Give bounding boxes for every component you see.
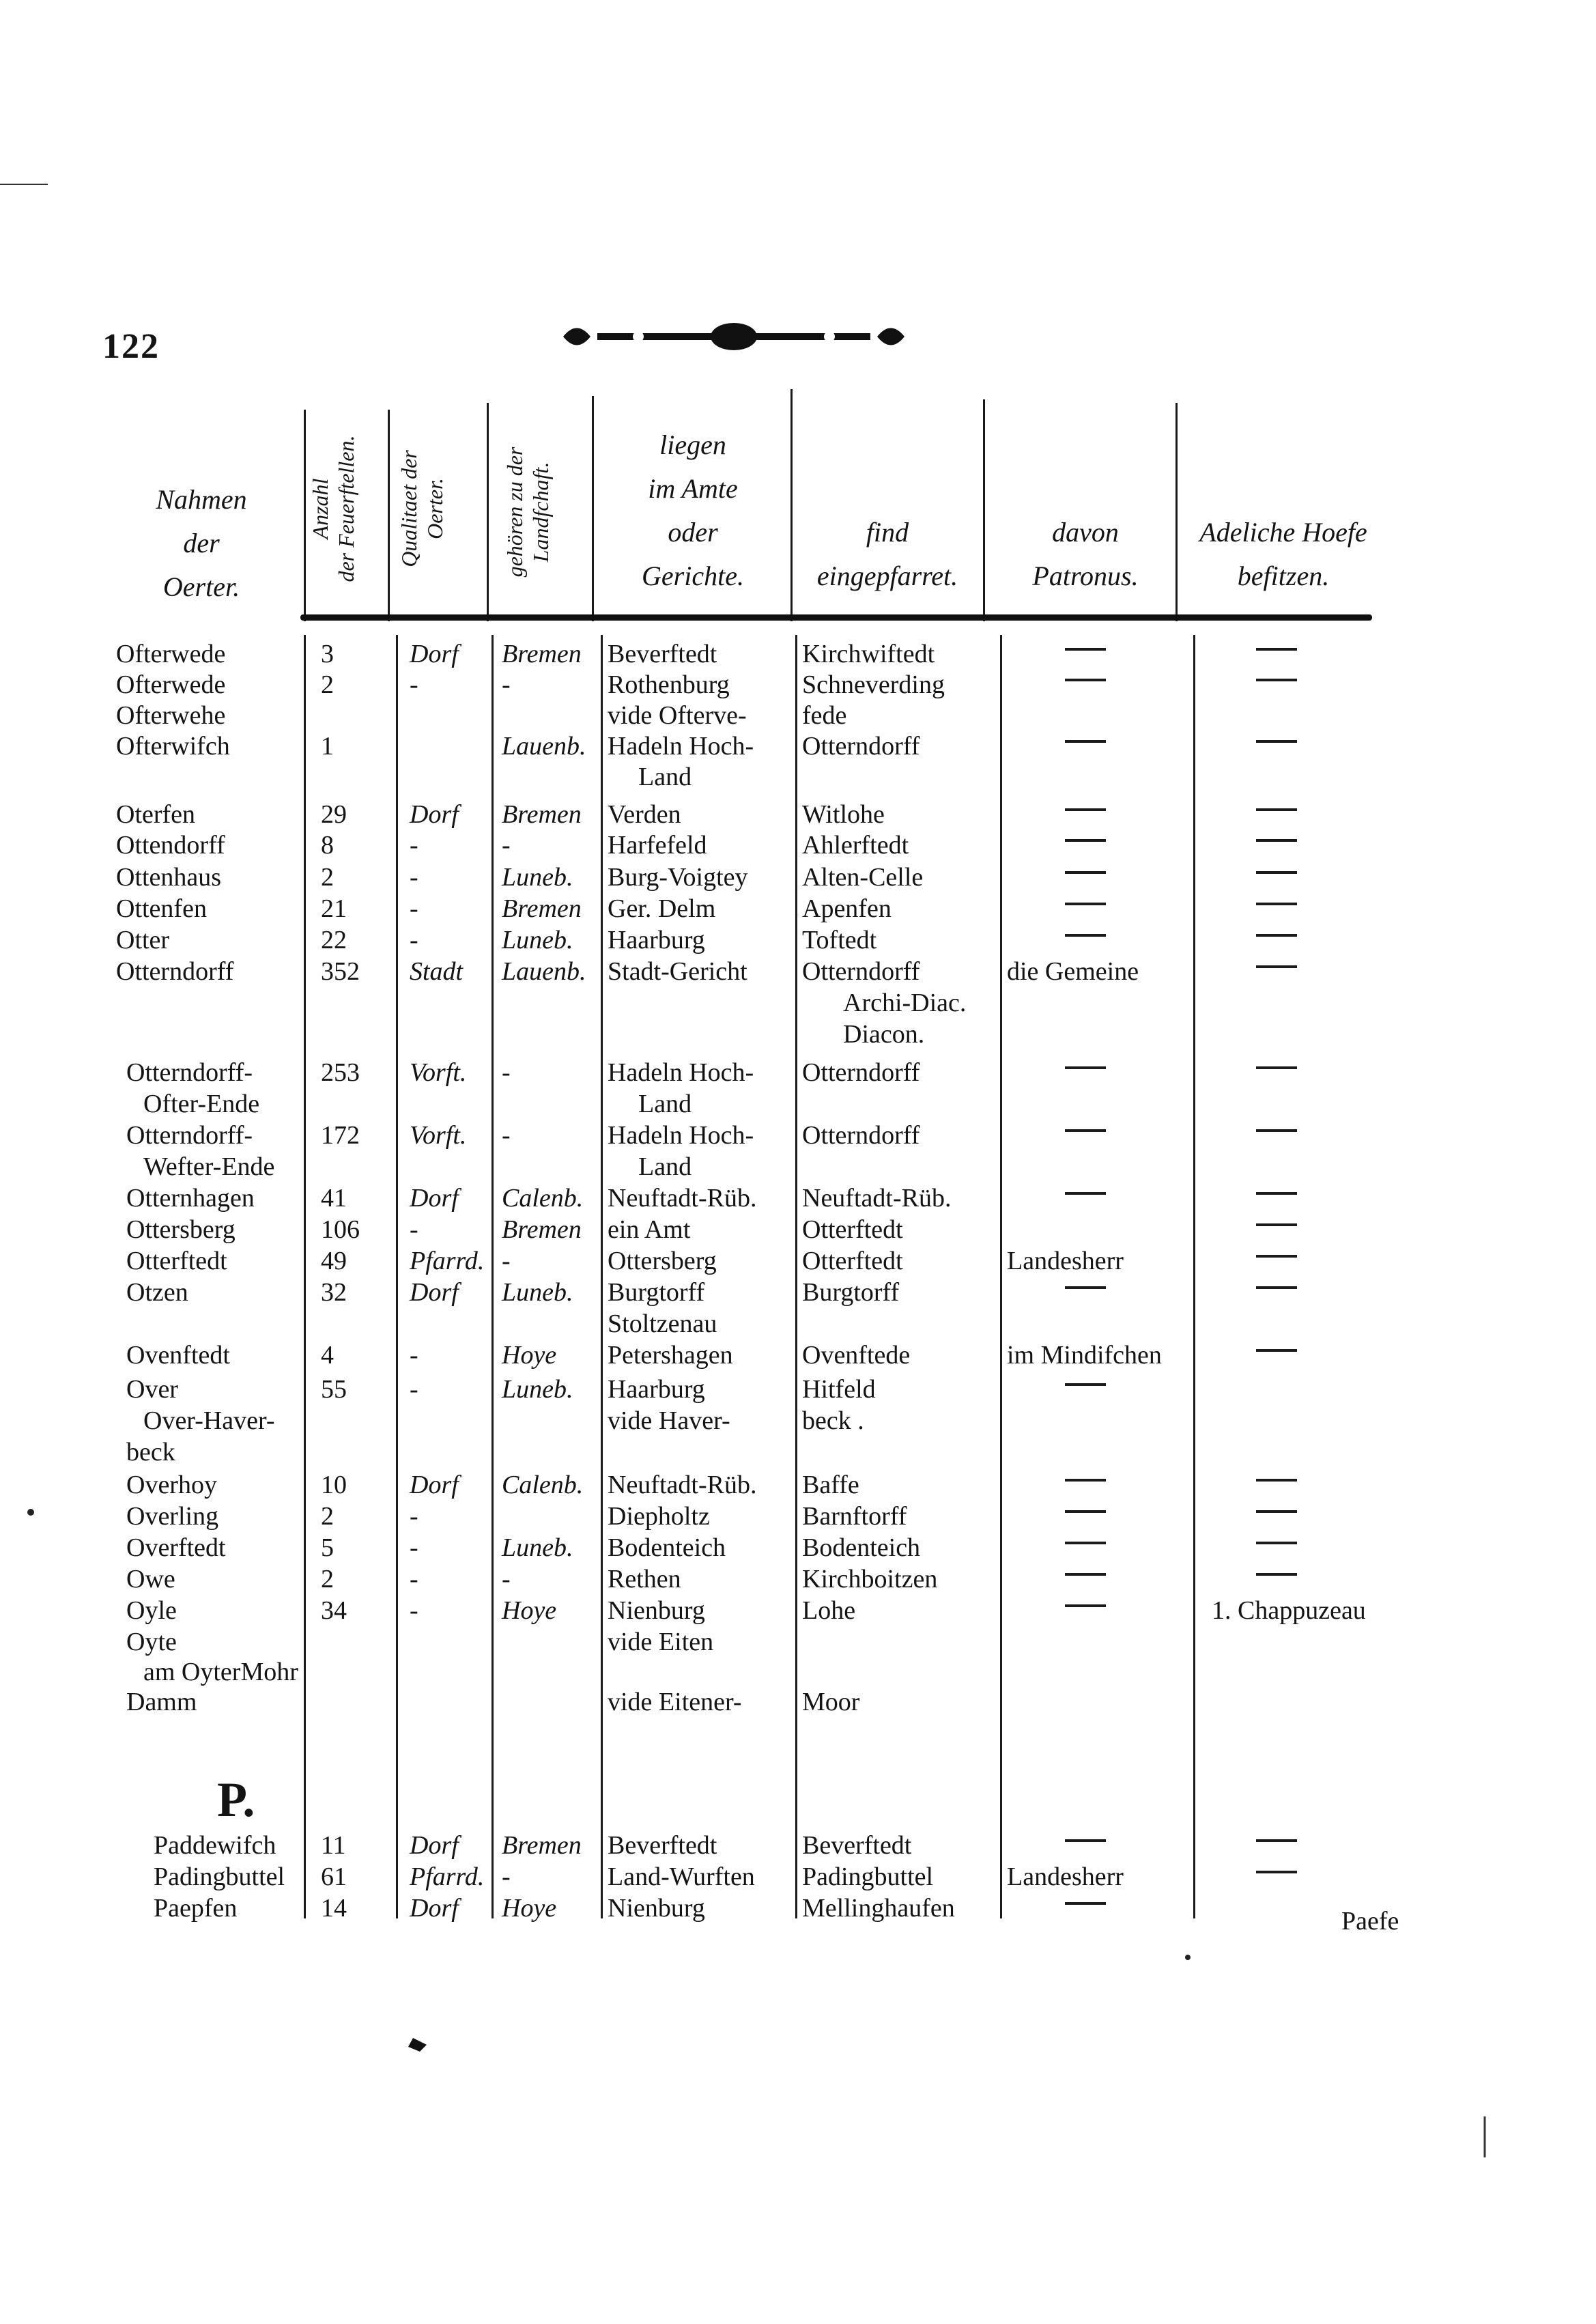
cell-name: Ofter-Ende: [143, 1090, 260, 1118]
cell-count: 172: [321, 1121, 360, 1150]
cell-patronus: Landesherr: [1007, 1862, 1124, 1891]
cell-patronus: die Gemeine: [1007, 957, 1139, 986]
cell-count: 2: [321, 670, 334, 699]
cell-eingepfarret: Barnftorff: [802, 1502, 907, 1531]
cell-eingepfarret: Beverftedt: [802, 1831, 912, 1860]
cell-qualitaet: -: [410, 1533, 418, 1562]
cell-eingepfarret: Otterndorff: [802, 1121, 920, 1150]
cell-eingepfarret: Archi-Diac.: [843, 989, 967, 1017]
cell-count: 5: [321, 1533, 334, 1562]
cell-landschaft: Hoye: [502, 1894, 557, 1923]
cell-amt: vide Ofterve-: [608, 701, 747, 730]
cell-landschaft: Calenb.: [502, 1184, 584, 1213]
cell-count: 55: [321, 1375, 347, 1404]
cell-eingepfarret: Baffe: [802, 1471, 859, 1499]
cell-landschaft: -: [502, 1058, 511, 1087]
cell-eingepfarret: Ahlerftedt: [802, 831, 909, 860]
cell-qualitaet: Dorf: [410, 1184, 459, 1213]
cell-adeliche-hoefe: 1. Chappuzeau: [1212, 1596, 1366, 1625]
cell-eingepfarret: fede: [802, 701, 847, 730]
cell-name: Ottersberg: [126, 1215, 236, 1244]
cell-name: Ottenfen: [116, 894, 207, 923]
cell-count: 106: [321, 1215, 360, 1244]
cell-name: Paepfen: [154, 1894, 238, 1923]
cell-landschaft: Lauenb.: [502, 957, 586, 986]
cell-eingepfarret: Schneverding: [802, 670, 945, 699]
cell-count: 352: [321, 957, 360, 986]
cell-qualitaet: Dorf: [410, 1471, 459, 1499]
cell-count: 2: [321, 1565, 334, 1593]
cell-amt: Bodenteich: [608, 1533, 726, 1562]
cell-name: Ofterwifch: [116, 732, 230, 761]
cell-amt: Ottersberg: [608, 1247, 717, 1275]
cell-landschaft: Bremen: [502, 894, 582, 923]
cell-eingepfarret: Bodenteich: [802, 1533, 921, 1562]
cell-amt: Petershagen: [608, 1341, 733, 1370]
cell-qualitaet: Pfarrd.: [410, 1862, 485, 1891]
header-find: find eingepfarret.: [816, 517, 958, 591]
cell-amt: Land: [638, 763, 692, 791]
cell-eingepfarret: Lohe: [802, 1596, 856, 1625]
cell-amt: Neuftadt-Rüb.: [608, 1471, 757, 1499]
cell-landschaft: -: [502, 1247, 511, 1275]
cell-count: 3: [321, 640, 334, 668]
cell-count: 34: [321, 1596, 347, 1625]
cell-name: Otternhagen: [126, 1184, 255, 1213]
cell-landschaft: Bremen: [502, 1215, 582, 1244]
cell-count: 32: [321, 1278, 347, 1307]
cell-landschaft: Luneb.: [502, 1375, 573, 1404]
cell-count: 29: [321, 800, 347, 829]
cell-name: am OyterMohr: [143, 1658, 298, 1686]
cell-landschaft: Luneb.: [502, 1533, 573, 1562]
cell-landschaft: -: [502, 670, 511, 699]
header-anzahl: Anzahl der Feuerftellen.: [308, 435, 358, 582]
cell-amt: Harfefeld: [608, 831, 707, 860]
header-adeliche: Adeliche Hoefe befitzen.: [1199, 517, 1367, 591]
cell-name: Ofterwede: [116, 640, 226, 668]
cell-landschaft: Luneb.: [502, 926, 573, 954]
cell-qualitaet: -: [410, 1341, 418, 1370]
cell-qualitaet: Vorft.: [410, 1121, 467, 1150]
cell-eingepfarret: Padingbuttel: [802, 1862, 934, 1891]
cell-eingepfarret: Kirchboitzen: [802, 1565, 938, 1593]
cell-count: 4: [321, 1341, 334, 1370]
cell-landschaft: Luneb.: [502, 1278, 573, 1307]
section-letter: P.: [217, 1772, 255, 1827]
cell-name: Over: [126, 1375, 178, 1404]
cell-name: Wefter-Ende: [143, 1152, 275, 1181]
cell-count: 22: [321, 926, 347, 954]
cell-qualitaet: Dorf: [410, 1278, 459, 1307]
cell-name: Overhoy: [126, 1471, 217, 1499]
cell-amt: Hadeln Hoch-: [608, 732, 754, 761]
cell-eingepfarret: Otterndorff: [802, 957, 920, 986]
cell-eingepfarret: Alten-Celle: [802, 863, 924, 892]
cell-name: Paddewifch: [154, 1831, 276, 1860]
cell-eingepfarret: Moor: [802, 1688, 860, 1716]
header-davon: davon Patronus.: [1032, 517, 1139, 591]
cell-name: Otterndorff: [116, 957, 234, 986]
cell-eingepfarret: Neuftadt-Rüb.: [802, 1184, 952, 1213]
cell-eingepfarret: Hitfeld: [802, 1375, 876, 1404]
cell-eingepfarret: Otterndorff: [802, 1058, 920, 1087]
catchword: Paefe: [1341, 1907, 1399, 1936]
cell-amt: Rethen: [608, 1565, 681, 1593]
cell-name: beck: [126, 1438, 175, 1466]
cell-eingepfarret: Witlohe: [802, 800, 885, 829]
cell-name: Ofterwehe: [116, 701, 226, 730]
cell-name: Oyle: [126, 1596, 177, 1625]
cell-name: Oyte: [126, 1628, 177, 1656]
cell-amt: Hadeln Hoch-: [608, 1121, 754, 1150]
cell-eingepfarret: Kirchwiftedt: [802, 640, 935, 668]
cell-qualitaet: -: [410, 926, 418, 954]
cell-amt: Land: [638, 1152, 692, 1181]
cell-qualitaet: -: [410, 863, 418, 892]
cell-amt: Verden: [608, 800, 681, 829]
cell-landschaft: Hoye: [502, 1596, 557, 1625]
cell-count: 49: [321, 1247, 347, 1275]
cell-amt: Hadeln Hoch-: [608, 1058, 754, 1087]
cell-qualitaet: Vorft.: [410, 1058, 467, 1087]
cell-landschaft: -: [502, 1121, 511, 1150]
cell-qualitaet: -: [410, 1375, 418, 1404]
cell-count: 2: [321, 1502, 334, 1531]
cell-amt: Nienburg: [608, 1596, 705, 1625]
cell-landschaft: Bremen: [502, 800, 582, 829]
cell-qualitaet: -: [410, 1215, 418, 1244]
cell-count: 11: [321, 1831, 346, 1860]
cell-amt: vide Eiten: [608, 1628, 714, 1656]
cell-qualitaet: Pfarrd.: [410, 1247, 485, 1275]
cell-amt: Diepholtz: [608, 1502, 710, 1531]
cell-eingepfarret: Toftedt: [802, 926, 877, 954]
cell-amt: Stoltzenau: [608, 1309, 717, 1338]
header-nahmen: Nahmen der Oerter.: [156, 484, 247, 602]
cell-eingepfarret: beck .: [802, 1406, 864, 1435]
cell-qualitaet: Dorf: [410, 800, 459, 829]
cell-landschaft: Luneb.: [502, 863, 573, 892]
cell-eingepfarret: Burgtorff: [802, 1278, 900, 1307]
cell-count: 2: [321, 863, 334, 892]
cell-name: Otterftedt: [126, 1247, 227, 1275]
cell-amt: Beverftedt: [608, 1831, 717, 1860]
cell-amt: Ger. Delm: [608, 894, 716, 923]
cell-landschaft: -: [502, 831, 511, 860]
cell-amt: Rothenburg: [608, 670, 730, 699]
cell-amt: Burg-Voigtey: [608, 863, 748, 892]
cell-landschaft: Lauenb.: [502, 732, 586, 761]
cell-amt: Land: [638, 1090, 692, 1118]
cell-eingepfarret: Diacon.: [843, 1020, 925, 1049]
cell-qualitaet: Dorf: [410, 1894, 459, 1923]
cell-name: Overling: [126, 1502, 219, 1531]
header-liegen: liegen im Amte oder Gerichte.: [642, 429, 744, 591]
cell-qualitaet: -: [410, 831, 418, 860]
cell-landschaft: Hoye: [502, 1341, 557, 1370]
cell-name: Otzen: [126, 1278, 188, 1307]
cell-amt: Stadt-Gericht: [608, 957, 747, 986]
cell-qualitaet: -: [410, 1502, 418, 1531]
page-number: 122: [102, 327, 160, 366]
cell-amt: Burgtorff: [608, 1278, 705, 1307]
cell-landschaft: Bremen: [502, 640, 582, 668]
cell-name: Ottenhaus: [116, 863, 222, 892]
cell-eingepfarret: Otterftedt: [802, 1215, 903, 1244]
cell-name: Damm: [126, 1688, 197, 1716]
cell-name: Over-Haver-: [143, 1406, 275, 1435]
cell-amt: Haarburg: [608, 926, 705, 954]
cell-amt: Land-Wurften: [608, 1862, 755, 1891]
cell-amt: vide Eitener-: [608, 1688, 742, 1716]
header-gehoeren: gehören zu der Landfchaft.: [502, 447, 553, 578]
cell-amt: Beverftedt: [608, 640, 717, 668]
cell-landschaft: -: [502, 1565, 511, 1593]
cell-count: 14: [321, 1894, 347, 1923]
cell-name: Padingbuttel: [154, 1862, 285, 1891]
cell-amt: Neuftadt-Rüb.: [608, 1184, 757, 1213]
cell-amt: Nienburg: [608, 1894, 705, 1923]
cell-count: 41: [321, 1184, 347, 1213]
cell-name: Ofterwede: [116, 670, 226, 699]
cell-eingepfarret: Otterndorff: [802, 732, 920, 761]
cell-name: Ovenftedt: [126, 1341, 230, 1370]
cell-qualitaet: -: [410, 670, 418, 699]
cell-qualitaet: Dorf: [410, 1831, 459, 1860]
header-qualitaet: Qualitaet der Oerter.: [397, 450, 447, 567]
cell-landschaft: -: [502, 1862, 511, 1891]
cell-patronus: im Mindifchen: [1007, 1341, 1162, 1370]
cell-count: 10: [321, 1471, 347, 1499]
cell-amt: ein Amt: [608, 1215, 691, 1244]
cell-landschaft: Bremen: [502, 1831, 582, 1860]
cell-amt: Haarburg: [608, 1375, 705, 1404]
cell-patronus: Landesherr: [1007, 1247, 1124, 1275]
cell-qualitaet: -: [410, 1565, 418, 1593]
cell-name: Oterfen: [116, 800, 196, 829]
cell-name: Otter: [116, 926, 170, 954]
cell-count: 8: [321, 831, 334, 860]
cell-qualitaet: Stadt: [410, 957, 464, 986]
cell-landschaft: Calenb.: [502, 1471, 584, 1499]
cell-name: Overftedt: [126, 1533, 226, 1562]
cell-count: 21: [321, 894, 347, 923]
cell-qualitaet: -: [410, 894, 418, 923]
cell-count: 1: [321, 732, 334, 761]
cell-eingepfarret: Apenfen: [802, 894, 892, 923]
cell-qualitaet: Dorf: [410, 640, 459, 668]
cell-count: 61: [321, 1862, 347, 1891]
cell-eingepfarret: Ovenftede: [802, 1341, 911, 1370]
cell-eingepfarret: Otterftedt: [802, 1247, 903, 1275]
cell-name: Ottendorff: [116, 831, 225, 860]
cell-count: 253: [321, 1058, 360, 1087]
cell-name: Owe: [126, 1565, 175, 1593]
cell-name: Otterndorff-: [126, 1058, 253, 1087]
cell-amt: vide Haver-: [608, 1406, 730, 1435]
cell-name: Otterndorff-: [126, 1121, 253, 1150]
cell-qualitaet: -: [410, 1596, 418, 1625]
cell-eingepfarret: Mellinghaufen: [802, 1894, 955, 1923]
